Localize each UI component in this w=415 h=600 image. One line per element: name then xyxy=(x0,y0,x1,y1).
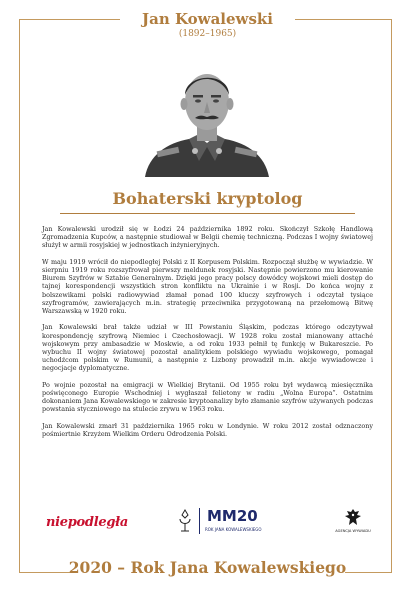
bio-paragraph: W maju 1919 wrócił do niepodległej Polski z II Korpusem Polskim. Rozpoczął służbę w wywiadzie. W sierpniu 1919 roku rozszyfrował pierwszy meldunek rosyjski. Następnie powierzono mu kierowanie Biurem Szyfrów w Sztabie Generalnym. Dzięki jego pracy polscy dowódcy wojskowi mieli dostęp do tajnej korespondencji wszystkich stron konfliktu na Ukrainie i w Rosji. Do końca wojny z bolszewikami polski radiowywiad złamał ponad 100 kluczy szyfrowych i odczytał tysiące szyfrogramów, zawierających m.in. strategię przeciwnika przygotowaną na przełomową Bitwę Warszawską w 1920 roku. xyxy=(42,257,373,316)
emblem-icon xyxy=(177,509,193,533)
sponsor-logos xyxy=(0,505,415,541)
niepodlegla-logo: niepodległa xyxy=(46,515,128,530)
mm20-subtitle: ROK JANA KOWALEWSKIEGO xyxy=(205,527,262,532)
footer-title: 2020 – Rok Jana Kowalewskiego xyxy=(68,558,347,577)
bio-paragraph: Po wojnie pozostał na emigracji w Wielkiej Brytanii. Od 1955 roku był wydawcą miesięcznika poświęconego Europie Wschodniej i wygłaszał felietony w radiu „Wolna Europa”. Ostatnim dokonaniem Jana Kowalewskiego w zakresie kryptoanalizy było złamanie szyfrów używanych podczas powstania styczniowego na stulecie zrywu w 1963 roku. xyxy=(42,380,373,414)
mm20-logo xyxy=(177,505,317,539)
page-title: Jan Kowalewski xyxy=(142,10,273,28)
bio-paragraph: Jan Kowalewski brał także udział w III Powstaniu Śląskim, podczas którego odczytywał korespondencję szyfrową Niemiec i Czechosłowacji. W 1928 roku został mianowany attaché wojskowym przy ambasadzie w Moskwie, a od roku 1933 pełnił tę funkcję w Bukareszcie. Po wybuchu II wojny światowej pozostał analitykiem polskiego wywiadu wojskowego, pomagał uchodźcom polskim w Rumunii, a następnie z Lizbony prowadził m.in. akcje wywiadowcze i negocjacje dyplomatyczne. xyxy=(42,323,373,373)
bio-paragraph: Jan Kowalewski urodził się w Łodzi 24 października 1892 roku. Skończył Szkołę Handlową Zgromadzenia Kupców, a następnie studiował w Belgii chemię techniczną. Podczas I wojny światowej służył w armii rosyjskiej w jednostkach inżynieryjnych. xyxy=(42,225,373,250)
eagle-icon xyxy=(343,507,363,529)
portrait-photo xyxy=(137,47,277,177)
title-divider xyxy=(60,213,355,214)
intelligence-agency-logo xyxy=(335,507,371,539)
bio-paragraph: Jan Kowalewski zmarł 31 października 1965 roku w Londynie. W roku 2012 został odznaczony pośmiertnie Krzyżem Wielkim Orderu Odrodzenia Polski. xyxy=(42,421,373,439)
mm20-title: MM20 xyxy=(207,507,258,525)
logo-separator xyxy=(199,508,200,534)
section-title: Bohaterski kryptolog xyxy=(112,189,303,208)
life-years: (1892–1965) xyxy=(178,29,237,39)
biography-text xyxy=(42,225,373,446)
agency-label: AGENCJA WYWIADU xyxy=(335,529,371,533)
